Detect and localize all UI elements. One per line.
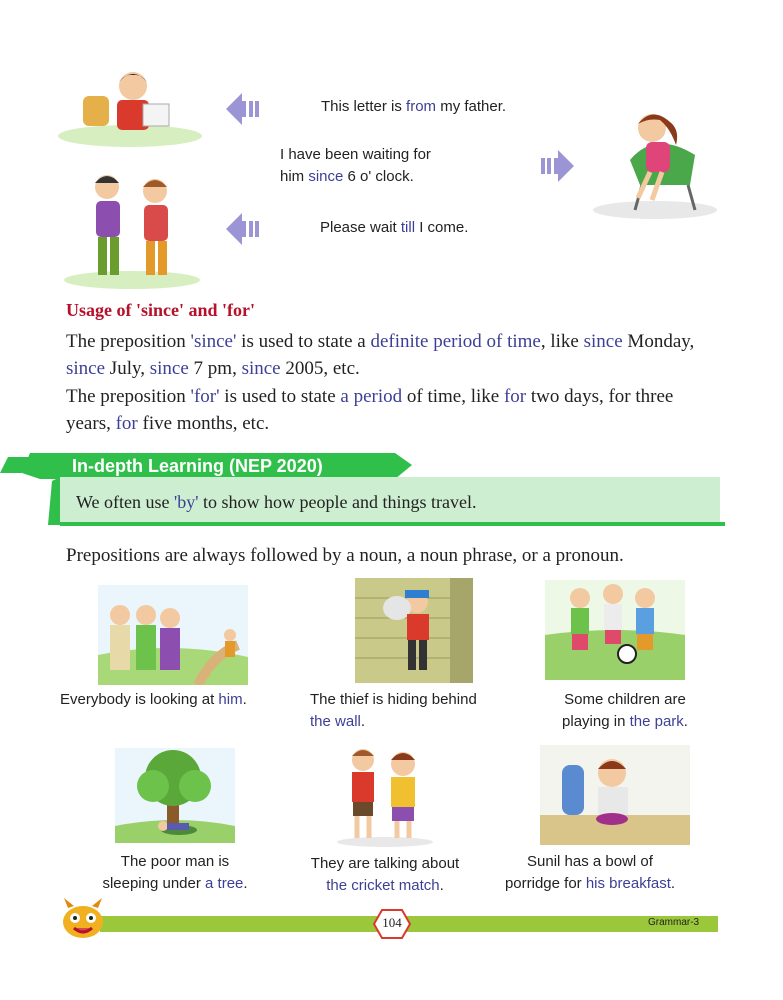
usage-for-paragraph: The preposition 'for' is used to state a period of time, like for two days, for three years, for five months, etc.: [66, 386, 674, 434]
children-playing-park-illustration: [545, 580, 685, 680]
boy-eating-porridge-illustration: [540, 745, 690, 845]
example-sentence-till: Please wait till I come.: [320, 219, 469, 236]
thief-behind-wall-illustration: [355, 578, 473, 683]
arrow-left-icon: [226, 211, 260, 247]
caption-cricket-match: They are talking about the cricket match.: [310, 855, 460, 894]
book-title: Grammar-3: [648, 917, 700, 928]
caption-man-under-tree: The poor man is sleeping under a tree.: [102, 853, 248, 892]
man-under-tree-illustration: [115, 748, 235, 843]
boys-looking-illustration: [98, 585, 248, 685]
caption-thief-hiding: The thief is hiding behind the wall.: [310, 691, 477, 730]
example-sentence-from: This letter is from my father.: [321, 98, 507, 115]
rule-sentence: Prepositions are always followed by a noun, a noun phrase, or a pronoun.: [66, 545, 624, 566]
arrow-left-icon: [226, 91, 260, 127]
arrow-right-icon: [540, 148, 574, 184]
example-sentence-since: I have been waiting for him since 6 o' clock.: [280, 146, 431, 185]
caption-porridge: Sunil has a bowl of porridge for his breakfast.: [504, 853, 676, 892]
usage-heading: Usage of 'since' and 'for': [66, 300, 255, 320]
boy-reading-letter-illustration: [55, 62, 205, 147]
caption-children-park: Some children are playing in the park.: [562, 691, 688, 730]
nep-title: In-depth Learning (NEP 2020): [72, 456, 323, 476]
nep-banner: [0, 447, 783, 532]
caption-looking-at-him: Everybody is looking at him.: [60, 691, 247, 708]
page-number: 104: [382, 915, 402, 930]
boys-talking-cricket-illustration: [335, 740, 435, 848]
girl-on-chair-illustration: [590, 100, 720, 220]
nep-text: We often use 'by' to show how people and things travel.: [76, 492, 477, 512]
two-boys-talking-illustration: [62, 165, 202, 290]
usage-since-paragraph: The preposition 'since' is used to state a definite period of time, like since Monday, since July, since 7 pm, since 2005, etc.: [66, 331, 695, 379]
page-number-badge: [372, 908, 412, 940]
mascot-icon: [60, 898, 106, 940]
